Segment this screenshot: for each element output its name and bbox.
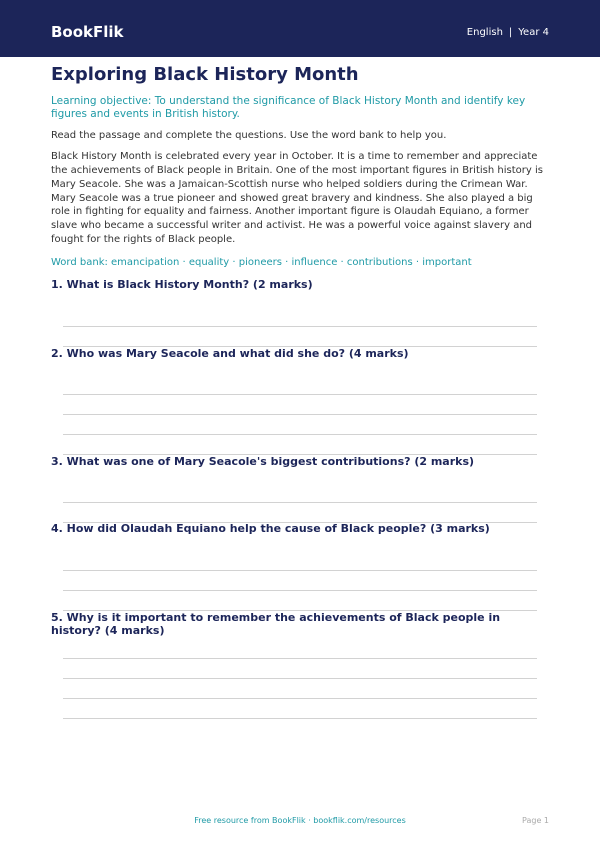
word-bank: Word bank: emancipation · equality · pioneers · influence · contributions · important <box>51 257 472 269</box>
brand-logo: BookFlik <box>51 23 124 41</box>
answer-line[interactable] <box>63 658 537 659</box>
page-number: Page 1 <box>522 816 549 825</box>
answer-line[interactable] <box>63 394 537 395</box>
learning-objective: Learning objective: To understand the significance of Black History Month and identify key figures and events in British history. <box>51 95 526 121</box>
page-header <box>0 0 600 57</box>
header-separator: | <box>508 27 513 38</box>
answer-line[interactable] <box>63 414 537 415</box>
answer-line[interactable] <box>63 434 537 435</box>
answer-line[interactable] <box>63 678 537 679</box>
page-footer <box>0 816 600 828</box>
year-label: Year 4 <box>518 27 549 38</box>
instructions: Read the passage and complete the questions. Use the word bank to help you. <box>51 130 447 142</box>
question-1: 1. What is Black History Month? (2 marks) <box>51 278 313 291</box>
header-meta <box>467 27 549 39</box>
question-2: 2. Who was Mary Seacole and what did she do? (4 marks) <box>51 347 409 360</box>
answer-line[interactable] <box>63 502 537 503</box>
question-3: 3. What was one of Mary Seacole's biggest contributions? (2 marks) <box>51 455 475 468</box>
subject-label: English <box>466 27 503 38</box>
worksheet-intro <box>51 64 551 269</box>
answer-line[interactable] <box>63 590 537 591</box>
answer-line[interactable] <box>63 570 537 571</box>
answer-line[interactable] <box>63 326 537 327</box>
answer-line[interactable] <box>63 718 537 719</box>
reading-passage: Black History Month is celebrated every year in October. It is a time to remember and appreciate the achievements of Black people in Britain. One of the most important figures in British history is Mary Seacole. She was a Jamaican-Scottish nurse who helped soldiers during the Crimean War. Mary Seacole was a true pioneer and showed great bravery and kindness. She also played a big role in fighting for equality and fairness. Another important figure is Olaudah Equiano, a former slave who became a successful writer and activist. He was a powerful voice against slavery and fought for the rights of Black people. <box>51 151 543 245</box>
footer-link[interactable]: Free resource from BookFlik · bookflik.com/resources <box>194 816 406 825</box>
page-title: Exploring Black History Month <box>51 64 359 85</box>
question-5: 5. Why is it important to remember the achievements of Black people in history? (4 marks) <box>51 611 501 637</box>
answer-line[interactable] <box>63 698 537 699</box>
question-4: 4. How did Olaudah Equiano help the cause of Black people? (3 marks) <box>51 522 490 535</box>
